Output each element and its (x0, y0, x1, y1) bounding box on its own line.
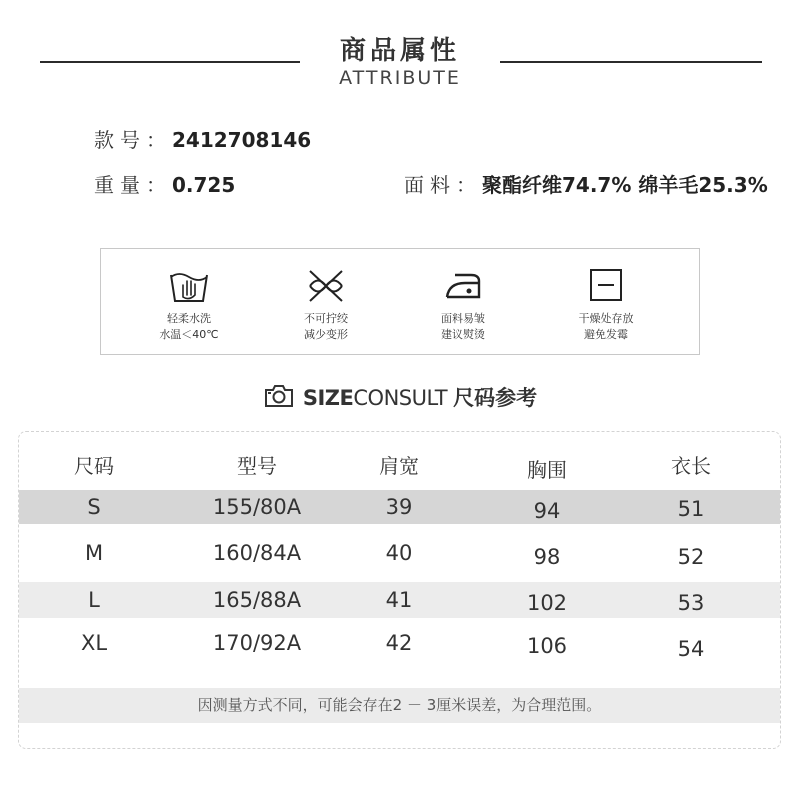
care-instructions-panel (100, 248, 700, 355)
cell-chest: 94 (533, 499, 561, 523)
table-row (19, 490, 780, 524)
cell-chest: 98 (533, 545, 561, 569)
hand-wash-icon (167, 267, 211, 305)
size-consult-cn: 尺码参考 (453, 386, 538, 410)
table-row (19, 625, 780, 665)
style-number-label: 款号： (94, 128, 172, 152)
care-iron-line2: 建议熨烫 (441, 328, 485, 341)
iron-icon (441, 267, 485, 305)
weight (94, 169, 235, 198)
care-dry-line1: 干燥处存放 (578, 312, 634, 325)
camera-icon (263, 383, 295, 409)
cell-chest: 102 (526, 591, 568, 615)
table-header-row (19, 450, 780, 480)
measurement-note: 因测量方式不同，可能会存在2 － 3厘米误差，为合理范围。 (19, 688, 780, 723)
table-row (19, 535, 780, 575)
fabric-label: 面料： (404, 173, 482, 197)
care-no-wring-line2: 减少变形 (304, 328, 348, 341)
table-row (19, 582, 780, 618)
cell-length: 53 (677, 591, 705, 615)
cell-model: 165/88A (212, 588, 302, 612)
size-consult-heading (0, 382, 800, 412)
care-item-no-wring (266, 249, 386, 343)
care-iron-line1: 面料易皱 (441, 312, 485, 325)
size-consult-light: CONSULT (353, 386, 448, 410)
fabric-value: 聚酯纤维74.7% 绵羊毛25.3% (482, 173, 768, 197)
do-not-wring-icon (304, 267, 348, 305)
header-length: 衣长 (671, 454, 711, 478)
cell-size: L (88, 588, 100, 612)
header-model: 型号 (237, 454, 277, 478)
cell-chest: 106 (526, 634, 568, 658)
header-size: 尺码 (74, 454, 114, 478)
cell-model: 155/80A (212, 495, 302, 519)
page-title: 商品属性 (339, 36, 460, 66)
style-number (94, 124, 311, 153)
header-shoulder: 肩宽 (379, 454, 419, 478)
cell-length: 51 (677, 497, 705, 521)
cell-model: 170/92A (212, 631, 302, 655)
care-item-hand-wash (129, 249, 249, 343)
weight-label: 重量： (94, 173, 172, 197)
page-subtitle: ATTRIBUTE (339, 67, 461, 89)
cell-shoulder: 41 (385, 588, 413, 612)
fabric (404, 169, 768, 198)
cell-shoulder: 42 (385, 631, 413, 655)
cell-shoulder: 40 (385, 541, 413, 565)
header-chest: 胸围 (527, 458, 567, 482)
cell-length: 54 (677, 637, 705, 661)
style-number-value: 2412708146 (172, 128, 312, 152)
care-hand-wash-line2: 水温＜40℃ (159, 328, 219, 341)
cell-size: XL (80, 631, 108, 655)
dry-flat-icon (584, 267, 628, 305)
weight-value: 0.725 (172, 173, 236, 197)
cell-length: 52 (677, 545, 705, 569)
cell-size: S (87, 495, 101, 519)
cell-size: M (84, 541, 104, 565)
care-dry-line2: 避免发霉 (584, 328, 628, 341)
care-hand-wash-line1: 轻柔水洗 (167, 312, 211, 325)
care-item-dry (546, 249, 666, 343)
size-consult-bold: SIZE (302, 386, 354, 410)
care-item-iron (403, 249, 523, 343)
care-no-wring-line1: 不可拧绞 (304, 312, 348, 325)
cell-model: 160/84A (212, 541, 302, 565)
cell-shoulder: 39 (385, 495, 413, 519)
